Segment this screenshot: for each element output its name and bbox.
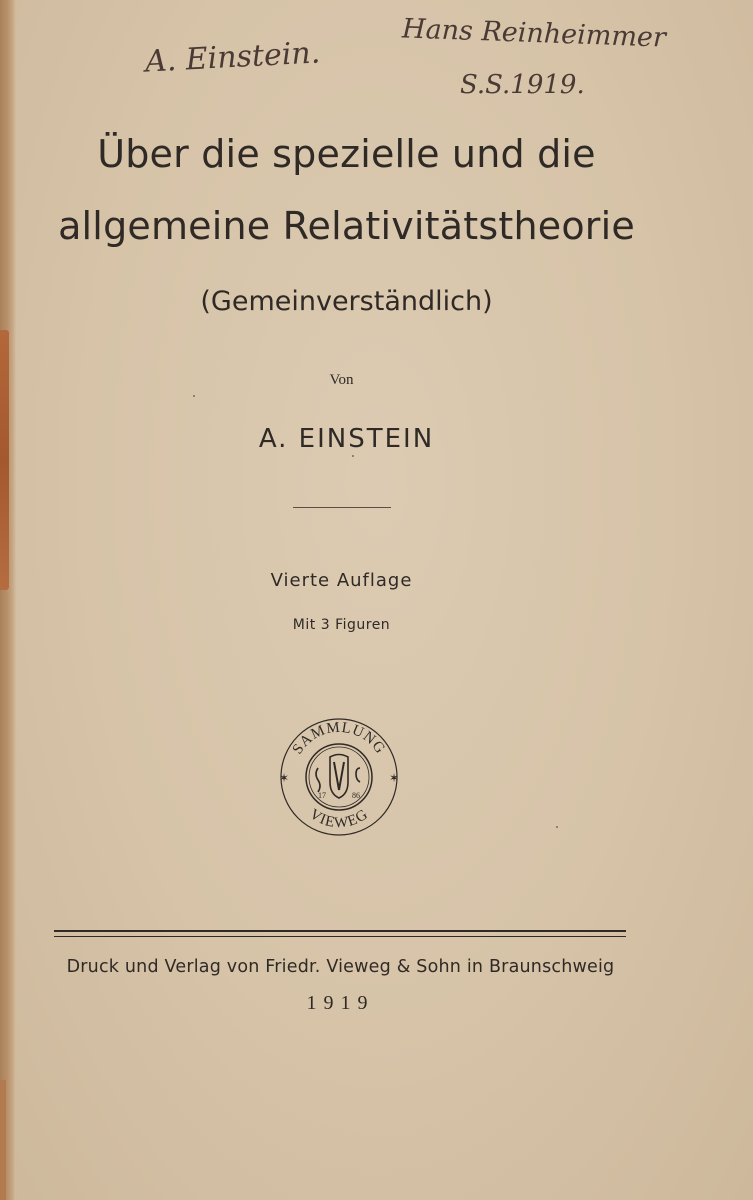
seal-year-left: 17 — [318, 791, 326, 800]
einstein-signature: A. Einstein. — [144, 35, 322, 80]
seal-top-text: SAMMLUNG — [289, 719, 389, 758]
worn-spine-patch — [0, 330, 9, 590]
publication-year: 1919 — [306, 992, 375, 1014]
publisher-imprint: Druck und Verlag von Friedr. Vieweg & Sohn in Braunschweig — [66, 957, 615, 977]
book-spine-edge — [0, 0, 16, 1200]
paper-speck — [193, 395, 195, 397]
svg-text:✶: ✶ — [278, 771, 290, 785]
sammlung-vieweg-seal-icon — [274, 712, 404, 842]
seal-year-right: 86 — [352, 791, 360, 800]
worn-spine-patch-lower — [0, 1080, 6, 1200]
edition-label: Vierte Auflage — [270, 570, 413, 591]
byline-von: Von — [329, 372, 354, 388]
book-subtitle: (Gemeinverständlich) — [200, 286, 493, 317]
imprint-rule-thin — [54, 936, 626, 937]
paper-speck — [352, 455, 354, 457]
imprint-rule-thick — [54, 930, 626, 932]
book-title-line-2: allgemeine Relativitätstheorie — [58, 204, 635, 248]
figures-note: Mit 3 Figuren — [292, 617, 391, 633]
divider-rule — [293, 507, 391, 508]
paper-speck — [556, 826, 558, 828]
svg-text:✶: ✶ — [388, 771, 400, 785]
author-name: A. EINSTEIN — [258, 424, 435, 454]
owner-inscription-date: S.S.1919. — [460, 70, 585, 100]
owner-inscription: Hans Reinheimmer — [401, 13, 667, 54]
seal-bottom-text: VIEWEG — [306, 806, 372, 832]
book-title-line-1: Über die spezielle und die — [97, 132, 596, 176]
